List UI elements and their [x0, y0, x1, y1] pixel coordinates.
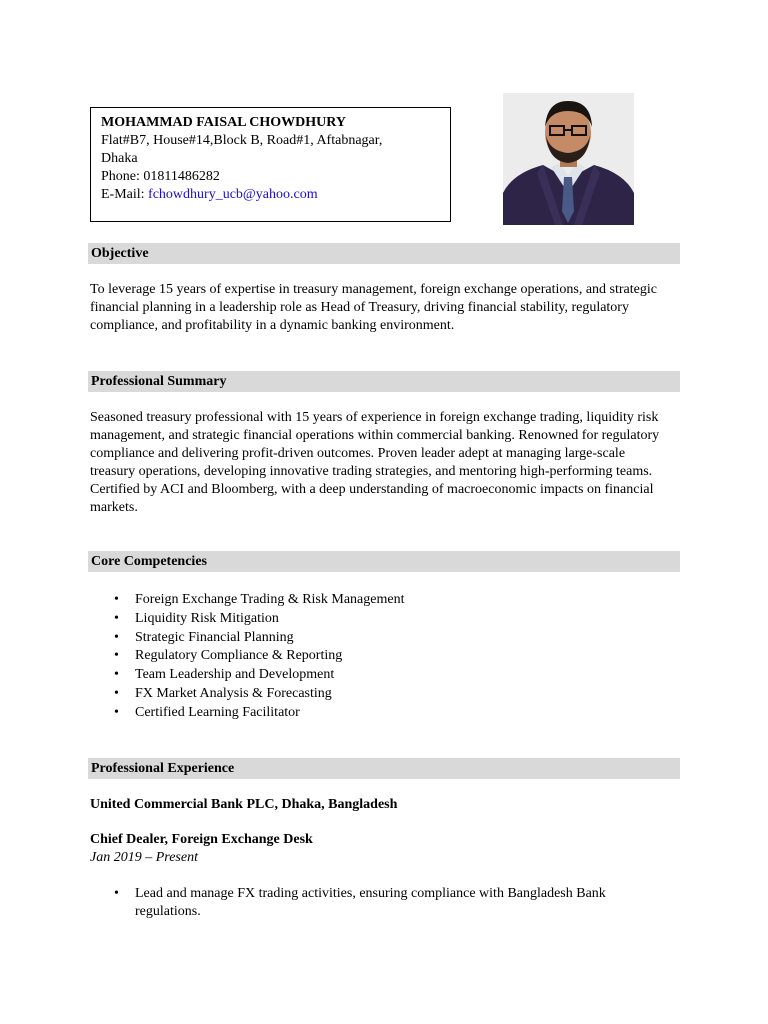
list-item: • Team Leadership and Development [90, 666, 670, 685]
objective-heading: Objective [88, 243, 680, 264]
phone-number: 01811486282 [143, 169, 220, 184]
bullet-icon: • [114, 610, 119, 626]
list-item: • Certified Learning Facilitator [90, 704, 670, 723]
phone-line [101, 168, 440, 186]
list-item: • Regulatory Compliance & Reporting [90, 647, 670, 666]
list-item: • Strategic Financial Planning [90, 629, 670, 648]
contact-box [90, 107, 451, 222]
summary-text: Seasoned treasury professional with 15 years of experience in foreign exchange trading, liquidity risk management, and strategic financial operations within commercial banking. Renowned for regulatory compliance and delivering profit-driven outcomes. Proven leader adept at managing large-scale treasury operations, developing innovative trading strategies, and mentoring high-performing teams. Certified by ACI and Bloomberg, with a deep understanding of macroeconomic impacts on financial markets. [90, 410, 660, 515]
bullet-icon: • [114, 704, 119, 720]
address-line-1: Flat#B7, House#14,Block B, Road#1, Aftabnagar, [101, 133, 383, 148]
candidate-name: MOHAMMAD FAISAL CHOWDHURY [101, 115, 347, 130]
bullet-icon: • [114, 629, 119, 645]
list-item: • Liquidity Risk Mitigation [90, 610, 670, 629]
job-title: Chief Dealer, Foreign Exchange Desk [90, 832, 313, 847]
address-line-2: Dhaka [101, 151, 138, 166]
competencies-heading: Core Competencies [88, 551, 680, 572]
bullet-icon: • [114, 685, 119, 701]
experience-heading: Professional Experience [88, 758, 680, 779]
bullet-icon: • [114, 886, 119, 901]
job-dates: Jan 2019 – Present [90, 850, 198, 865]
email-line [101, 186, 440, 204]
email-link[interactable]: fchowdhury_ucb@yahoo.com [148, 187, 318, 202]
portrait-image [503, 93, 634, 225]
phone-label: Phone: [101, 169, 144, 184]
competencies-list [90, 591, 670, 723]
list-item: • Lead and manage FX trading activities, ensuring compliance with Bangladesh Bank regulations. [114, 886, 606, 919]
email-label: E-Mail: [101, 187, 149, 202]
employer-name: United Commercial Bank PLC, Dhaka, Bangladesh [90, 797, 398, 812]
bullet-icon: • [114, 667, 119, 683]
list-item: • Foreign Exchange Trading & Risk Management [90, 591, 670, 610]
list-item: • FX Market Analysis & Forecasting [90, 685, 670, 704]
summary-heading: Professional Summary [88, 371, 680, 392]
objective-text: To leverage 15 years of expertise in treasury management, foreign exchange operations, and strategic financial planning in a leadership role as Head of Treasury, driving financial stability, regulatory compliance, and profitability in a dynamic banking environment. [90, 282, 657, 333]
experience-bullets [90, 885, 670, 921]
bullet-icon: • [114, 592, 119, 607]
bullet-icon: • [114, 648, 119, 664]
profile-photo [503, 93, 634, 225]
